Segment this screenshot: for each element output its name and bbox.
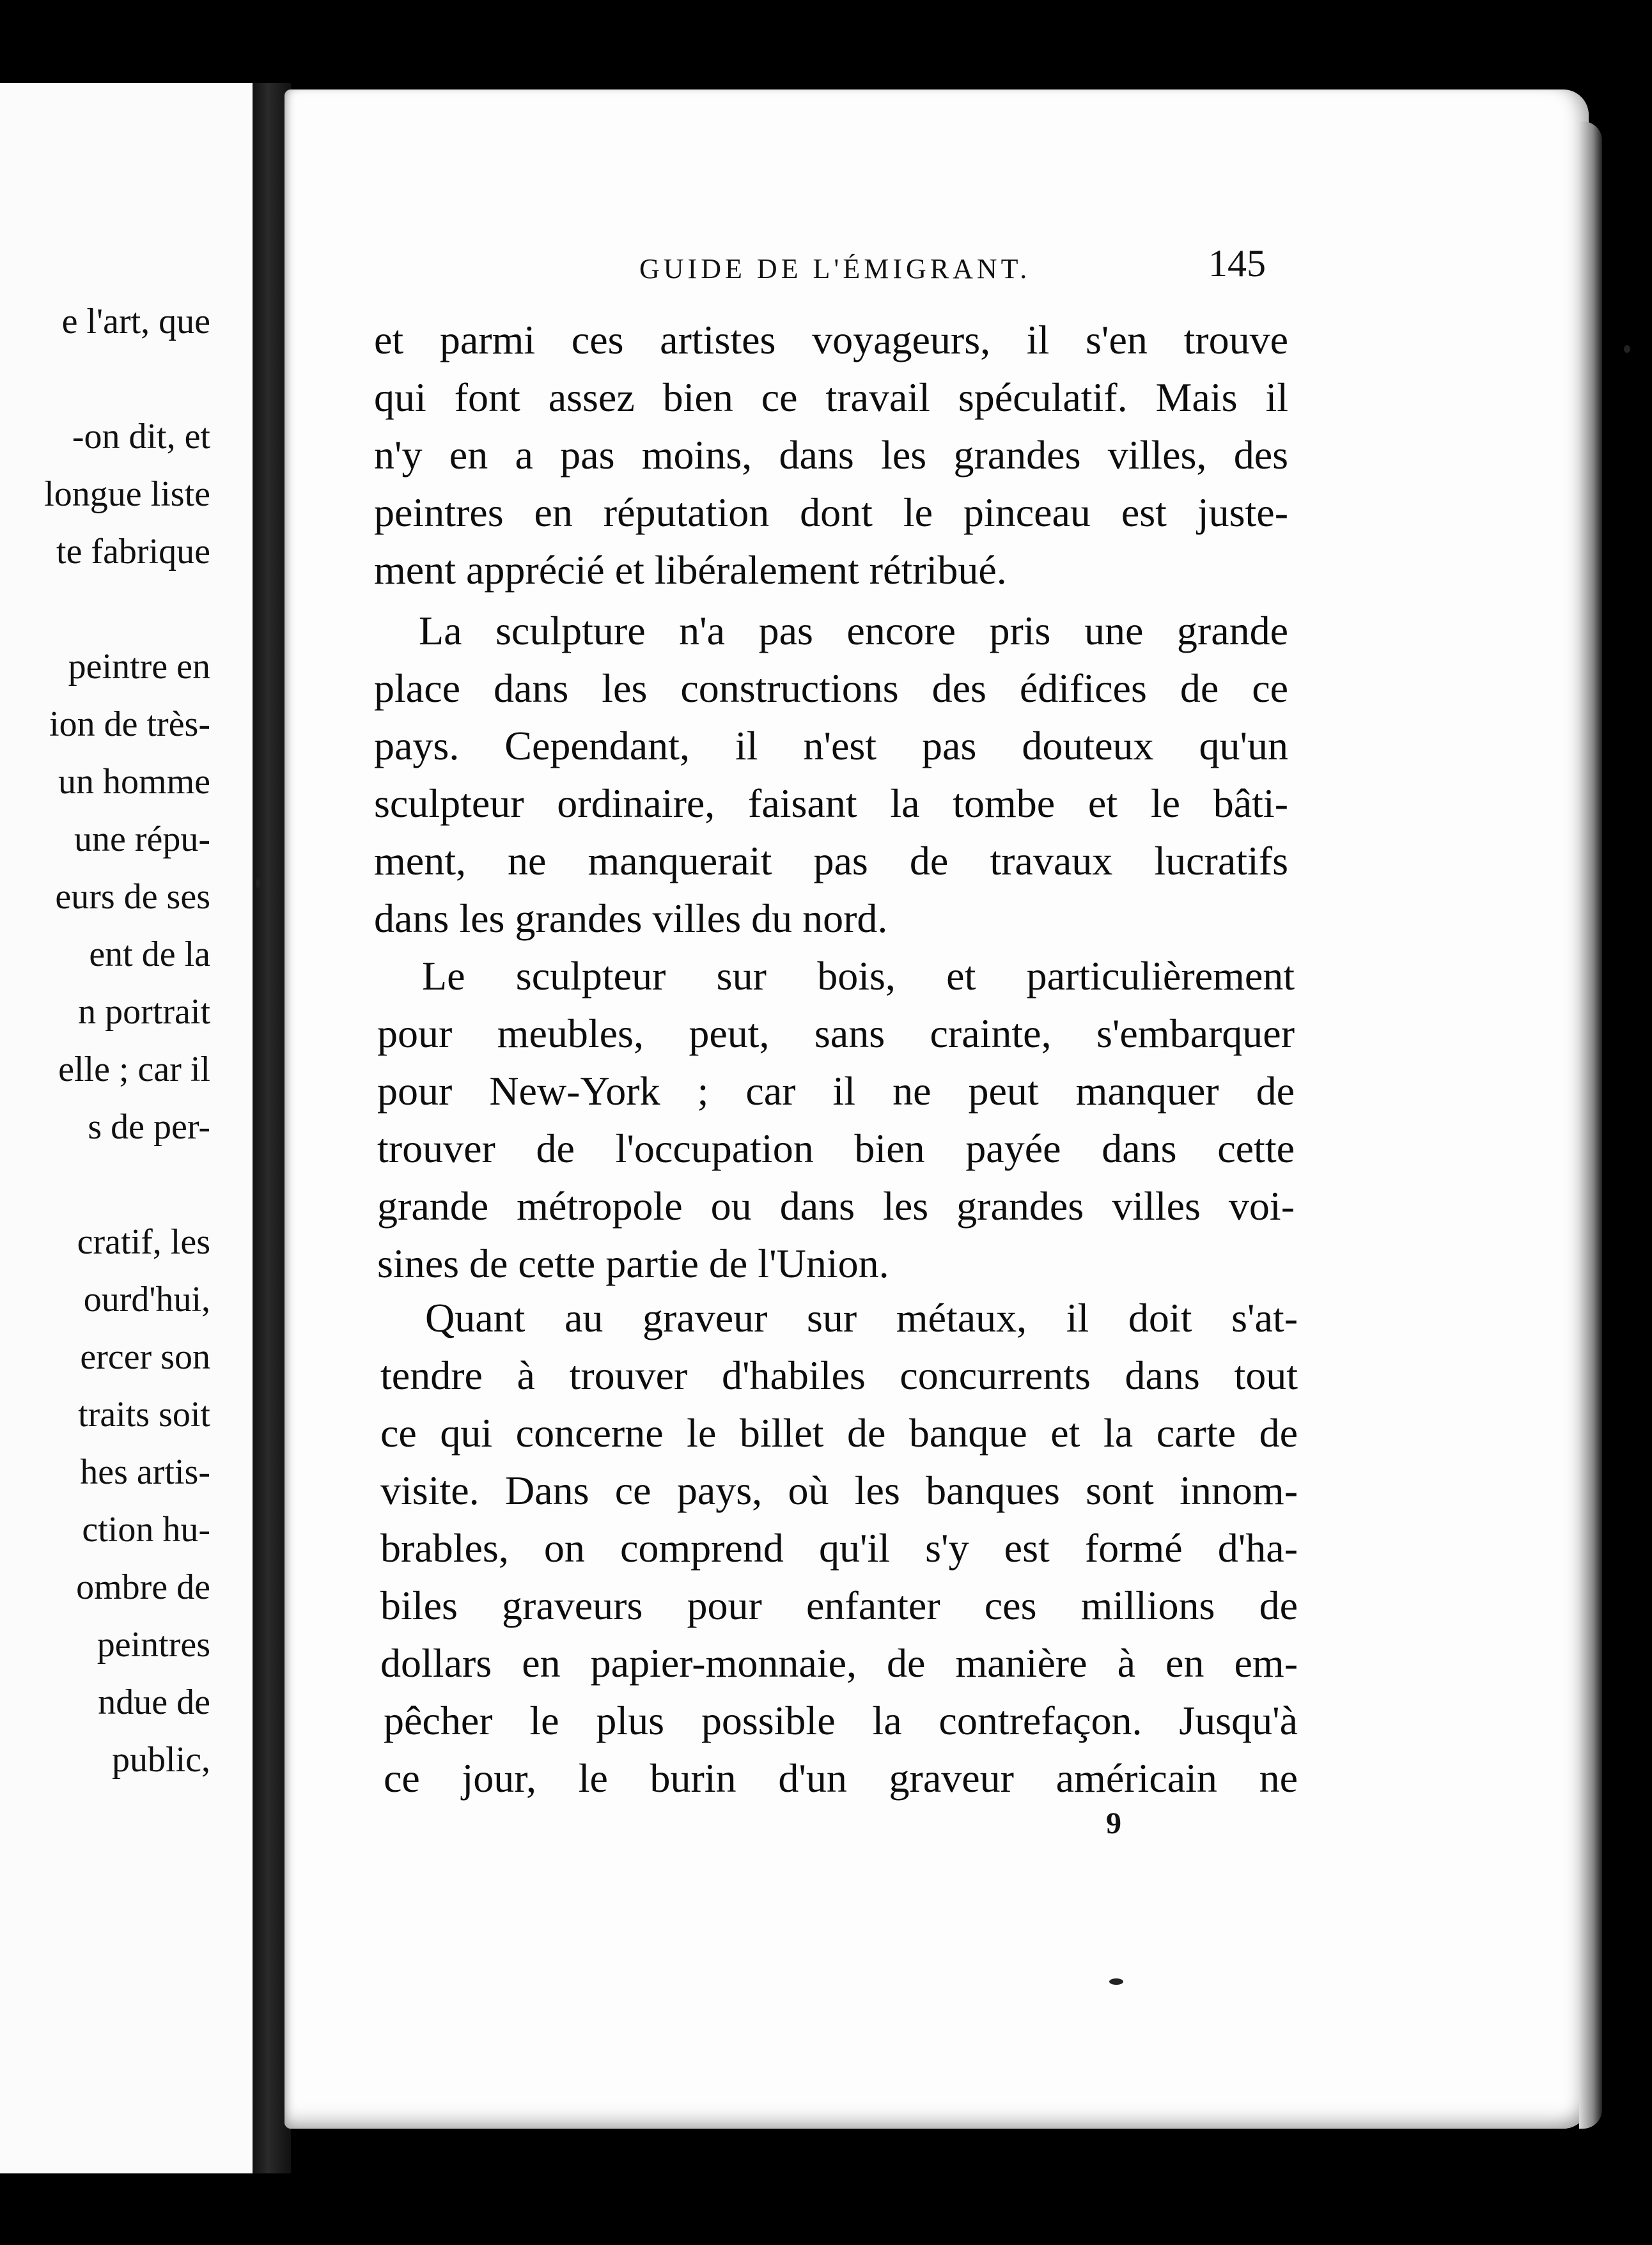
left-page-line: hes artis-: [80, 1452, 210, 1492]
left-page-line: elle ; car il: [58, 1050, 210, 1089]
left-page-line: te fabrique: [56, 532, 210, 571]
scan-speck: [1624, 345, 1630, 353]
scan-speck: [256, 879, 261, 888]
body-line: ce qui concerne le billet de banque et la carte de: [380, 1410, 1298, 1456]
body-line: ment, ne manquerait pas de travaux lucratifs: [374, 838, 1288, 883]
body-line: et parmi ces artistes voyageurs, il s'en trouve: [374, 317, 1288, 362]
body-line: sculpteur ordinaire, faisant la tombe et le bâti-: [374, 781, 1288, 826]
left-page-line: public,: [112, 1740, 210, 1780]
left-page-line: une répu-: [74, 820, 210, 859]
left-page-line: e l'art, que: [61, 302, 210, 341]
body-line: Quant au graveur sur métaux, il doit s'at-: [425, 1295, 1298, 1340]
body-line: pour New-York ; car il ne peut manquer de: [377, 1068, 1295, 1114]
left-page-line: un homme: [58, 762, 210, 802]
left-page-line: ercer son: [80, 1337, 210, 1377]
left-page-line: ction hu-: [82, 1510, 210, 1550]
left-page-line: traits soit: [78, 1395, 210, 1434]
body-line: La sculpture n'a pas encore pris une grande: [419, 608, 1288, 653]
body-line: dans les grandes villes du nord.: [374, 896, 888, 941]
body-line: trouver de l'occupation bien payée dans cette: [377, 1126, 1295, 1171]
body-line: tendre à trouver d'habiles concurrents dans tout: [380, 1353, 1298, 1398]
left-page-line: longue liste: [44, 474, 210, 514]
left-page-line: eurs de ses: [55, 877, 210, 917]
left-page-line: cratif, les: [77, 1222, 210, 1262]
body-line: pour meubles, peut, sans crainte, s'embarquer: [377, 1011, 1295, 1056]
left-page-line: -on dit, et: [72, 417, 210, 456]
left-page-line: ndue de: [98, 1682, 210, 1722]
left-page-line: s de per-: [88, 1107, 210, 1147]
left-facing-page: [0, 83, 256, 2173]
body-line: place dans les constructions des édifices de ce: [374, 665, 1288, 711]
body-line: pays. Cependant, il n'est pas douteux qu'un: [374, 723, 1288, 768]
body-line: sines de cette partie de l'Union.: [377, 1241, 889, 1286]
body-line: dollars en papier-monnaie, de manière à en em-: [380, 1640, 1298, 1686]
body-line: peintres en réputation dont le pinceau est juste-: [374, 490, 1288, 535]
left-page-line: n portrait: [78, 992, 210, 1032]
page-edge-shadow: [1579, 121, 1602, 2129]
body-line: n'y en a pas moins, dans les grandes villes, des: [374, 432, 1288, 478]
left-page-line: ombre de: [76, 1567, 210, 1607]
left-page-line: ourd'hui,: [83, 1280, 210, 1319]
scan-speck: [1109, 1978, 1123, 1985]
body-line: qui font assez bien ce travail spéculatif. Mais il: [374, 375, 1288, 420]
left-page-line: peintre en: [68, 647, 210, 687]
body-line: visite. Dans ce pays, où les banques sont innom-: [380, 1468, 1298, 1513]
left-page-line: ent de la: [89, 935, 210, 974]
running-header: GUIDE DE L'ÉMIGRANT.: [639, 253, 1031, 284]
body-line: ment apprécié et libéralement rétribué.: [374, 547, 1007, 593]
body-line: Le sculpteur sur bois, et particulièrement: [422, 953, 1295, 998]
signature-mark: 9: [1106, 1806, 1121, 1840]
page-number: 145: [1208, 242, 1266, 284]
body-line: brables, on comprend qu'il s'y est formé d'ha-: [380, 1525, 1298, 1571]
left-page-line: ion de très-: [49, 704, 210, 744]
body-line: biles graveurs pour enfanter ces millions de: [380, 1583, 1298, 1628]
body-line: ce jour, le burin d'un graveur américain ne: [384, 1755, 1298, 1801]
body-line: grande métropole ou dans les grandes villes voi-: [377, 1183, 1295, 1229]
body-line: pêcher le plus possible la contrefaçon. Jusqu'à: [384, 1698, 1298, 1743]
left-page-line: peintres: [97, 1625, 210, 1665]
